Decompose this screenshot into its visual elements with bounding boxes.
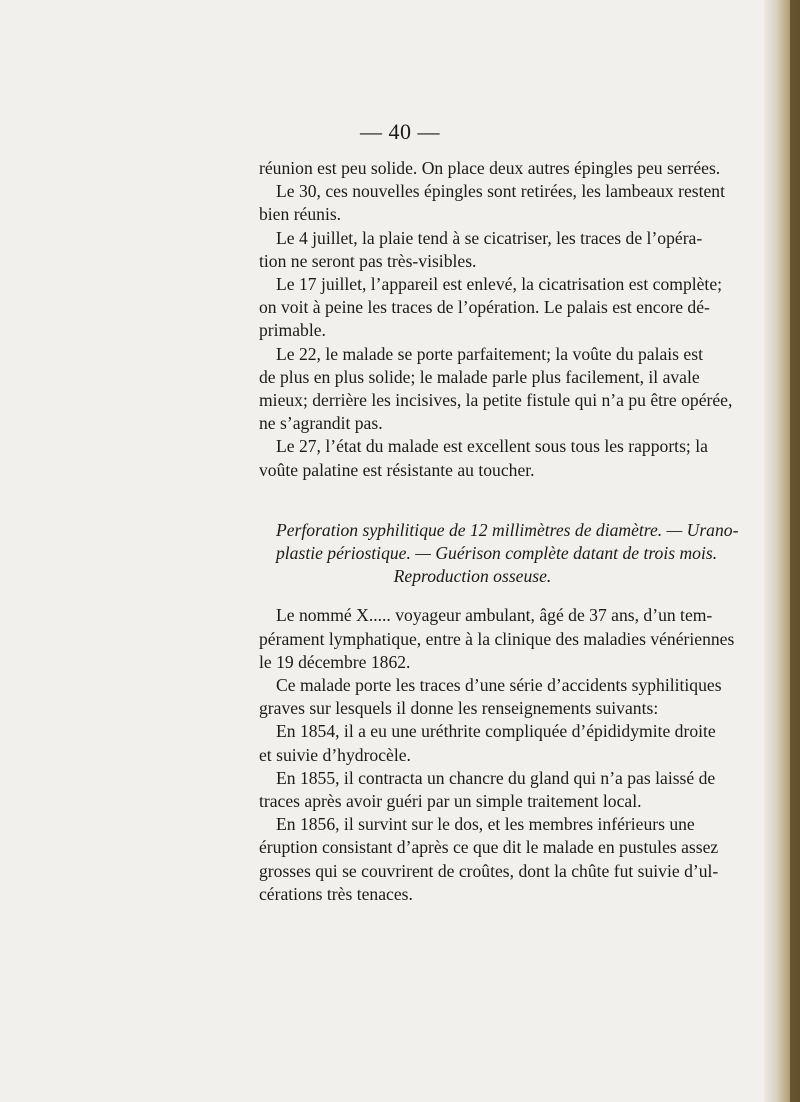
text-line: Le 30, ces nouvelles épingles sont retirées, les lambeaux restent [276, 181, 725, 202]
text-line: éruption consistant d’après ce que dit le malade en pustules assez [259, 837, 719, 858]
text-line: grosses qui se couvrirent de croûtes, dont la chûte fut suivie d’ul- [259, 860, 719, 881]
text-line: de plus en plus solide; le malade parle plus facilement, il avale [259, 366, 700, 387]
text-line: traces après avoir guéri par un simple traitement local. [259, 791, 642, 812]
text-line: ne s’agrandit pas. [259, 413, 383, 434]
page-edge-binding [790, 0, 800, 1102]
text-line: mieux; derrière les incisives, la petite fistule qui n’a pu être opérée, [259, 390, 733, 411]
text-line: réunion est peu solide. On place deux autres épingles peu serrées. [259, 158, 721, 178]
text-line: Le 22, le malade se porte parfaitement; la voûte du palais est [276, 343, 703, 364]
text-line: bien réunis. [259, 204, 342, 225]
text-line: voûte palatine est résistante au toucher. [259, 459, 535, 480]
page-body [259, 157, 739, 906]
text-line: primable. [259, 320, 326, 341]
text-line: Ce malade porte les traces d’une série d’accidents syphilitiques [276, 675, 722, 696]
text-line: Le 4 juillet, la plaie tend à se cicatriser, les traces de l’opéra- [276, 227, 703, 248]
title-line: plastie périostique. — Guérison complète datant de trois mois. [276, 543, 718, 564]
text-line: En 1856, il survint sur le dos, et les membres inférieurs une [276, 814, 695, 835]
text-line: on voit à peine les traces de l’opération. Le palais est encore dé- [259, 297, 710, 318]
text-line: cérations très tenaces. [259, 883, 413, 904]
text-line: le 19 décembre 1862. [259, 651, 411, 672]
title-line: Perforation syphilitique de 12 millimètres de diamètre. — Urano- [276, 519, 739, 540]
text-line: Le nommé X..... voyageur ambulant, âgé de 37 ans, d’un tem- [276, 605, 713, 626]
text-line: En 1855, il contracta un chancre du gland qui n’a pas laissé de [276, 767, 716, 788]
paragraph [259, 604, 735, 906]
section-title [259, 519, 739, 589]
text-line: Le 17 juillet, l’appareil est enlevé, la cicatrisation est complète; [276, 274, 723, 295]
paragraph [259, 157, 733, 482]
text-line: En 1854, il a eu une uréthrite compliquée d’épididymite droite [276, 721, 716, 742]
page-number: — 40 — [360, 119, 440, 144]
text-line: graves sur lesquels il donne les renseignements suivants: [259, 698, 659, 719]
title-line: Reproduction osseuse. [393, 566, 552, 587]
text-line: Le 27, l’état du malade est excellent sous tous les rapports; la [276, 436, 708, 457]
text-line: et suivie d’hydrocèle. [259, 744, 411, 765]
text-line: pérament lymphatique, entre à la clinique des maladies vénériennes [259, 628, 735, 649]
text-line: tion ne seront pas très-visibles. [259, 250, 477, 271]
